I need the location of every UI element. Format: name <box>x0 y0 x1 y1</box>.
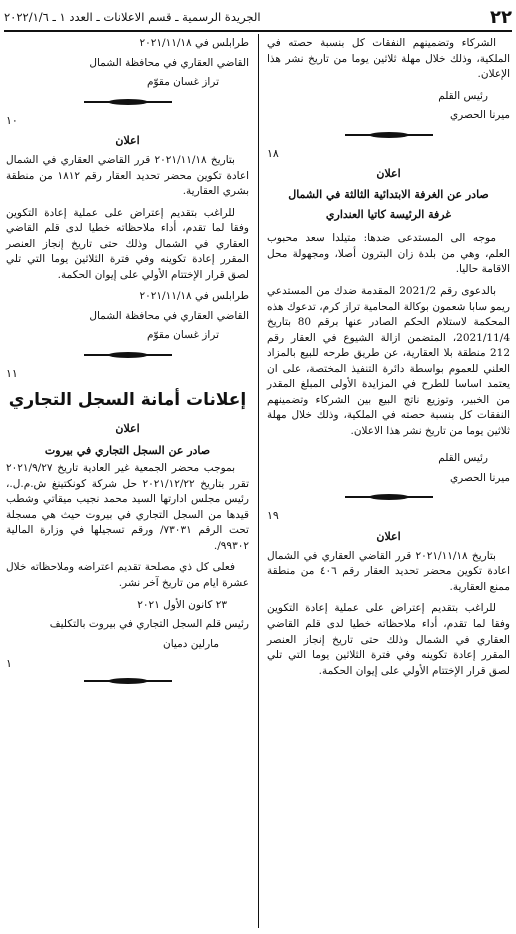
notice-paragraph: بالدعوى رقم 2021/2 المقدمة ضدك من المستدعي ريمو سابا شعمون بوكالة المحامية تراز كرم، تدعوك هذه المحكمة لاستلام الحكم الصادر عنها برقم 80 بتاريخ 2021/11/4، المتضمن ازالة الشيوع في العقار رقم 212 منطقة بلا العقارية، عن طريق طرحه للبيع بالمزاد العلني للعموم بواسطة دائرة التنفيذ المختصة، على ان يعتمد اساسا للطرح في المزايدة الأولى المبلغ المقدر من الخبير، وتوزيع ناتج البيع بين الشركاء وتضمينهم النفقات كل بنسبة حصته في الملكية، وذلك خلال مهلة ثلاثين يوما من تاريخ نشر هذا الاعلان. <box>267 284 510 437</box>
signature-role: القاضي العقاري في محافظة الشمال <box>89 56 249 69</box>
notice-heading: اعلان <box>115 133 140 147</box>
ornamental-rule-icon <box>267 490 510 504</box>
notice-number: ١١ <box>6 366 18 380</box>
signature-date: ٢٣ كانون الأول ٢٠٢١ <box>137 598 227 611</box>
notice-paragraph: بتاريخ ٢٠٢١/١١/١٨ قرر القاضي العقاري في الشمال اعادة تكوين محضر تحديد العقار رقم ١٨١٢ من منطقة بشري العقارية. <box>6 154 249 198</box>
notice-paragraph: بموجب محضر الجمعية غير العادية تاريخ ٢٠٢١/٩/٢٧ تقرر بتاريخ ٢٠٢١/١٢/٢٢ حل شركة كونكتينغ ش.م.ل.، رئيس مجلس ادارتها السيد محمد نجيب ميقاتي وشطب قيدها من السجل التجاري في بيروت حيث هي مسجلة تحت الرقم ٧٣٠٣١/ ورقم تسجيلها في وزارة المالية ٩٩٣٠٢/. <box>6 462 249 552</box>
signature-name: ميرنا الحصري <box>449 109 510 122</box>
page-number: ٢٢ <box>490 6 512 28</box>
notice-paragraph: للراغب بتقديم إعتراض على عملية إعادة التكوين وفقا لما تقدم، أداء ملاحظاته خطيا لدى قلم القاضي العقاري في الشمال وذلك حتى تاريخ إنجاز العنصر المقرر إعادة تكوينه وفي فترة الثلاثين يوما التي تلي لصق قرار الإختتام الأولي على إيوان الحكمة. <box>6 206 249 281</box>
signature-date: طرابلس في ٢٠٢١/١١/١٨ <box>139 37 249 49</box>
notice-subheading: صادر عن الغرفة الابتدائية الثالثة في الشمال <box>288 188 489 202</box>
signature-role: رئيس قلم السجل التجاري في بيروت بالتكليف <box>49 618 249 631</box>
notice-subheading: صادر عن السجل التجاري في بيروت <box>44 443 211 457</box>
column-divider <box>258 34 259 928</box>
notice-paragraph: بتاريخ ٢٠٢١/١١/١٨ قرر القاضي العقاري في الشمال اعادة تكوين محضر تحديد العقار رقم ٤٠٦ من منطقة ممنع العقارية. <box>267 549 510 593</box>
notice-number: ١ <box>6 657 12 671</box>
signature-name: مارلين دميان <box>163 637 219 650</box>
ornamental-rule-icon <box>6 95 249 109</box>
right-column <box>267 36 510 685</box>
signature-role: القاضي العقاري في محافظة الشمال <box>89 309 249 322</box>
notice-number: ١٨ <box>267 146 279 160</box>
notice-number: ١٠ <box>6 113 18 127</box>
ornamental-rule-icon <box>267 128 510 142</box>
page-header <box>4 4 512 32</box>
notice-number: ١٩ <box>267 509 279 523</box>
signature-name: تراز غسان مقوّم <box>146 329 219 342</box>
ornamental-rule-icon <box>6 348 249 362</box>
notice-paragraph: فعلى كل ذي مصلحة تقديم اعتراضه وملاحظاته خلال عشرة ايام من تاريخ آخر نشر. <box>6 561 249 589</box>
left-column <box>6 36 249 692</box>
notice-subheading: غرفة الرئيسة كاتيا العنداري <box>325 207 452 221</box>
notice-heading: اعلان <box>376 529 401 543</box>
signature-title: رئيس القلم <box>438 452 488 465</box>
signature-title: رئيس القلم <box>438 89 488 102</box>
section-title: إعلانات أمانة السجل التجاري <box>8 390 247 411</box>
notice-heading: اعلان <box>376 166 401 180</box>
notice-paragraph: موجه الى المستدعى ضدها: متيلدا سعد محبوب العلم، وهي من بلدة زان البترون أصلا، ومجهولة محل الاقامة حاليا. <box>267 232 510 276</box>
signature-date: طرابلس في ٢٠٢١/١١/١٨ <box>139 290 249 303</box>
header-title: الجريدة الرسمية ـ قسم الاعلانات ـ العدد ١ ـ ٢٠٢٢/١/٦ <box>4 10 261 24</box>
notice-heading: اعلان <box>115 422 140 436</box>
signature-name: تراز غسان مقوّم <box>146 76 219 89</box>
continued-paragraph: الشركاء وتضمينهم النفقات كل بنسبة حصته في الملكية، وذلك خلال مهلة ثلاثين يوما من تاريخ نشر هذا الإعلان. <box>267 37 510 81</box>
signature-name: ميرنا الحصري <box>449 471 510 484</box>
notice-paragraph: للراغب بتقديم إعتراض على عملية إعادة التكوين وفقا لما تقدم، أداء ملاحظاته خطيا لدى قلم القاضي العقاري في الشمال وذلك حتى تاريخ إنجاز العنصر المقرر إعادة تكوينه وفي فترة الثلاثين يوما التي تلي لصق قرار الإختتام الأولي على إيوان الحكمة. <box>267 602 510 677</box>
ornamental-rule-icon <box>6 674 249 688</box>
